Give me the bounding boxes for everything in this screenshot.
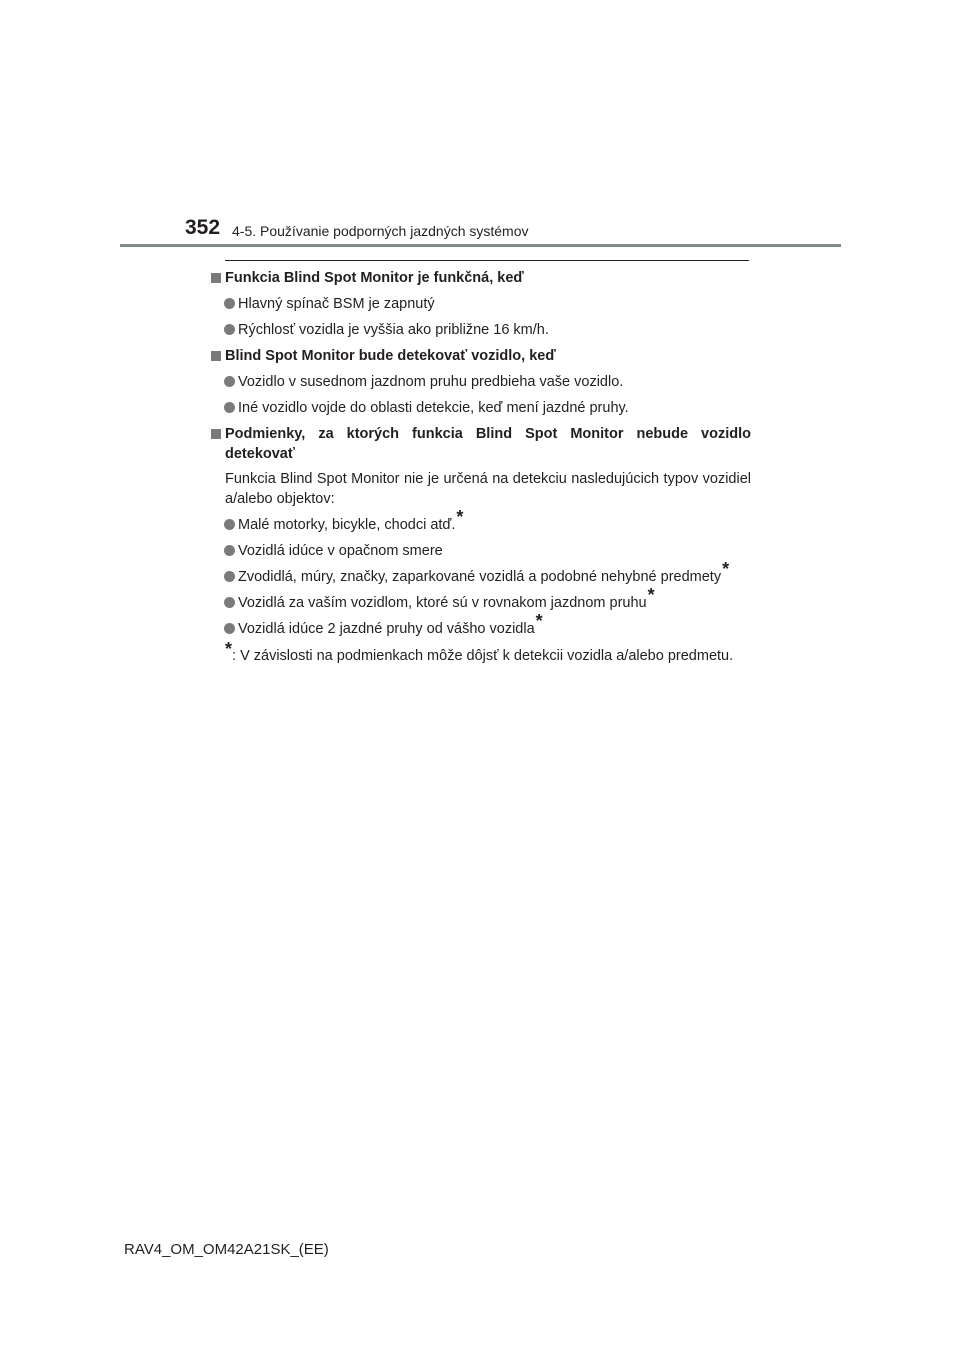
- page-content: [211, 268, 751, 666]
- list-item-text: Zvodidlá, múry, značky, zaparkované vozidlá a podobné nehybné predmety: [238, 569, 722, 585]
- list-item: [211, 507, 751, 535]
- list-item-text: Vozidlá za vaším vozidlom, ktoré sú v rovnakom jazdnom pruhu: [238, 595, 647, 611]
- list-item-text: Hlavný spínač BSM je zapnutý: [238, 296, 435, 312]
- circle-bullet-icon: [224, 545, 235, 556]
- header-rule: [120, 244, 841, 247]
- circle-bullet-icon: [224, 324, 235, 335]
- asterisk-icon: *: [647, 585, 655, 605]
- list-item: [211, 541, 751, 561]
- list-item-text: Vozidlá idúce v opačnom smere: [238, 543, 443, 559]
- list-item: [211, 320, 751, 340]
- list-item-text: Iné vozidlo vojde do oblasti detekcie, keď mení jazdné pruhy.: [238, 400, 629, 416]
- square-bullet-icon: [211, 351, 221, 361]
- heading-text: Blind Spot Monitor bude detekovať vozidlo, keď: [225, 348, 556, 364]
- asterisk-icon: *: [535, 611, 543, 631]
- circle-bullet-icon: [224, 597, 235, 608]
- section-title: 4-5. Používanie podporných jazdných systémov: [232, 223, 529, 239]
- section-heading-1: [211, 268, 751, 288]
- footnote-asterisk-icon: *: [225, 639, 233, 659]
- footer-doc-code: RAV4_OM_OM42A21SK_(EE): [124, 1241, 329, 1258]
- footnote-text: : V závislosti na podmienkach môže dôjsť k detekcii vozidla a/alebo predmetu.: [232, 648, 734, 664]
- square-bullet-icon: [211, 273, 221, 283]
- footnote: [211, 639, 751, 666]
- circle-bullet-icon: [224, 623, 235, 634]
- list-item-text: Malé motorky, bicykle, chodci atď.: [238, 517, 456, 533]
- square-bullet-icon: [211, 429, 221, 439]
- page-number: 352: [185, 216, 221, 239]
- section-heading-2: [211, 346, 751, 366]
- list-item: [211, 372, 751, 392]
- circle-bullet-icon: [224, 571, 235, 582]
- asterisk-icon: *: [456, 507, 464, 527]
- content-rule: [225, 260, 749, 261]
- heading-text: Funkcia Blind Spot Monitor je funkčná, keď: [225, 270, 524, 286]
- list-item: [211, 398, 751, 418]
- asterisk-icon: *: [722, 559, 730, 579]
- circle-bullet-icon: [224, 298, 235, 309]
- list-item-text: Rýchlosť vozidla je vyššia ako približne 16 km/h.: [238, 322, 549, 338]
- list-item-text: Vozidlo v susednom jazdnom pruhu predbieha vaše vozidlo.: [238, 374, 624, 390]
- list-item-text: Vozidlá idúce 2 jazdné pruhy od vášho vozidla: [238, 621, 535, 637]
- list-item: [211, 294, 751, 314]
- section-heading-3: [211, 424, 751, 464]
- circle-bullet-icon: [224, 376, 235, 387]
- list-item: [211, 559, 751, 587]
- section-paragraph: Funkcia Blind Spot Monitor nie je určená na detekciu nasledujúcich typov vozidiel a/alebo objektov:: [225, 471, 751, 507]
- circle-bullet-icon: [224, 519, 235, 530]
- list-item: [211, 611, 751, 639]
- circle-bullet-icon: [224, 402, 235, 413]
- heading-text: Podmienky, za ktorých funkcia Blind Spot Monitor nebude vozidlo detekovať: [225, 426, 751, 462]
- list-item: [211, 585, 751, 613]
